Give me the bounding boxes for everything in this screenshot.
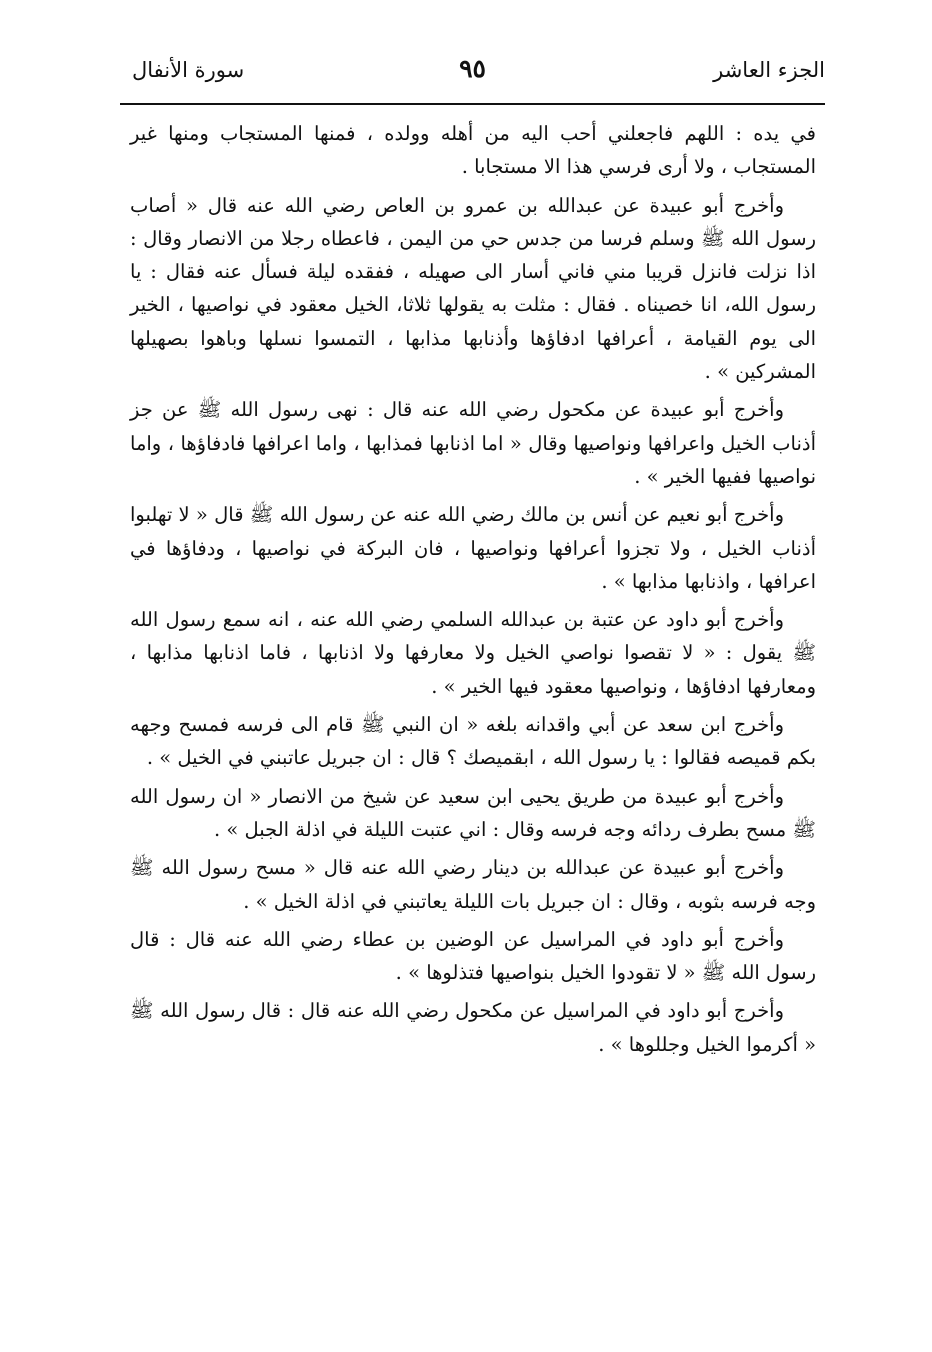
- page-number: ٩٥: [459, 54, 486, 83]
- paragraph-7: وأخرج أبو عبيدة من طريق يحيى ابن سعيد عن شيخ من الانصار « ان رسول الله ﷺ مسح بطرف ردائه وجه فرسه وقال : اني عتبت الليلة في اذلة الجبل » .: [130, 784, 816, 841]
- part-title: الجزء العاشر: [713, 58, 825, 82]
- paragraph-5: وأخرج أبو داود عن عتبة بن عبدالله السلمي رضي الله عنه ، انه سمع رسول الله ﷺ يقول : « لا تقصوا نواصي الخيل ولا معارفها ولا اذنابها ، فاما اذنابها مذابها ، ومعارفها ادفاؤها ، ونواصيها معقود فيها الخير » .: [130, 608, 816, 698]
- paragraph-2: وأخرج أبو عبيدة عن عبدالله بن عمرو بن العاص رضي الله عنه قال « أصاب رسول الله ﷺ وسلم فرسا من جدس حي من اليمن ، فاعطاه رجلا من الانصار وقال : اذا نزلت فانزل قريبا مني فاني أسار الى صهيله ، ففقده ليلة فسأل عنه فقال : يا رسول الله، انا خصيناه . فقال : مثلت به يقولها ثلاثا، الخيل معقود في نواصيها ، الخير الى يوم القيامة ، أعرافها ادفاؤها وأذنابها مذابها ، التمسوا نسلها وباهوا بصهيلها المشركين » .: [130, 193, 816, 384]
- paragraph-3: وأخرج أبو عبيدة عن مكحول رضي الله عنه قال : نهى رسول الله ﷺ عن جز أذناب الخيل واعرافها ونواصيها وقال « اما اذنابها فمذابها ، واما اعرافها فادفاؤها ، واما نواصيها ففيها الخير » .: [130, 398, 816, 488]
- header-divider: [120, 103, 825, 105]
- paragraph-10: وأخرج أبو داود في المراسيل عن مكحول رضي الله عنه قال : قال رسول الله ﷺ « أكرموا الخيل وجللوها » .: [130, 999, 816, 1056]
- paragraph-6: وأخرج ابن سعد عن أبي واقدانه بلغه « ان النبي ﷺ قام الى فرسه فمسح وجهه بكم قميصه فقالوا : يا رسول الله ، ابقميصك ؟ قال : ان جبريل عاتبني في الخيل » .: [130, 713, 816, 770]
- page-body: [130, 117, 816, 1066]
- paragraph-8: وأخرج أبو عبيدة عن عبدالله بن دينار رضي الله عنه قال « مسح رسول الله ﷺ وجه فرسه بثوبه ، وقال : ان جبريل بات الليلة يعاتبني في اذلة الخيل » .: [130, 856, 816, 913]
- surah-title: سورة الأنفال: [132, 58, 245, 82]
- paragraph-4: وأخرج أبو نعيم عن أنس بن مالك رضي الله عنه عن رسول الله ﷺ قال « لا تهلبوا أذناب الخيل ، ولا تجزوا أعرافها ونواصيها ، فان البركة في نواصيها ، ودفاؤها في اعرافها ، واذنابها مذابها » .: [130, 503, 816, 593]
- paragraph-1: في يده : اللهم فاجعلني أحب اليه من أهله وولده ، فمنها المستجاب ومنها غير المستجاب ، ولا أرى فرسي هذا الا مستجابا .: [130, 122, 816, 179]
- page-header: [120, 52, 825, 96]
- paragraph-9: وأخرج أبو داود في المراسيل عن الوضين بن عطاء رضي الله عنه قال : قال رسول الله ﷺ « لا تقودوا الخيل بنواصيها فتذلوها » .: [130, 927, 816, 985]
